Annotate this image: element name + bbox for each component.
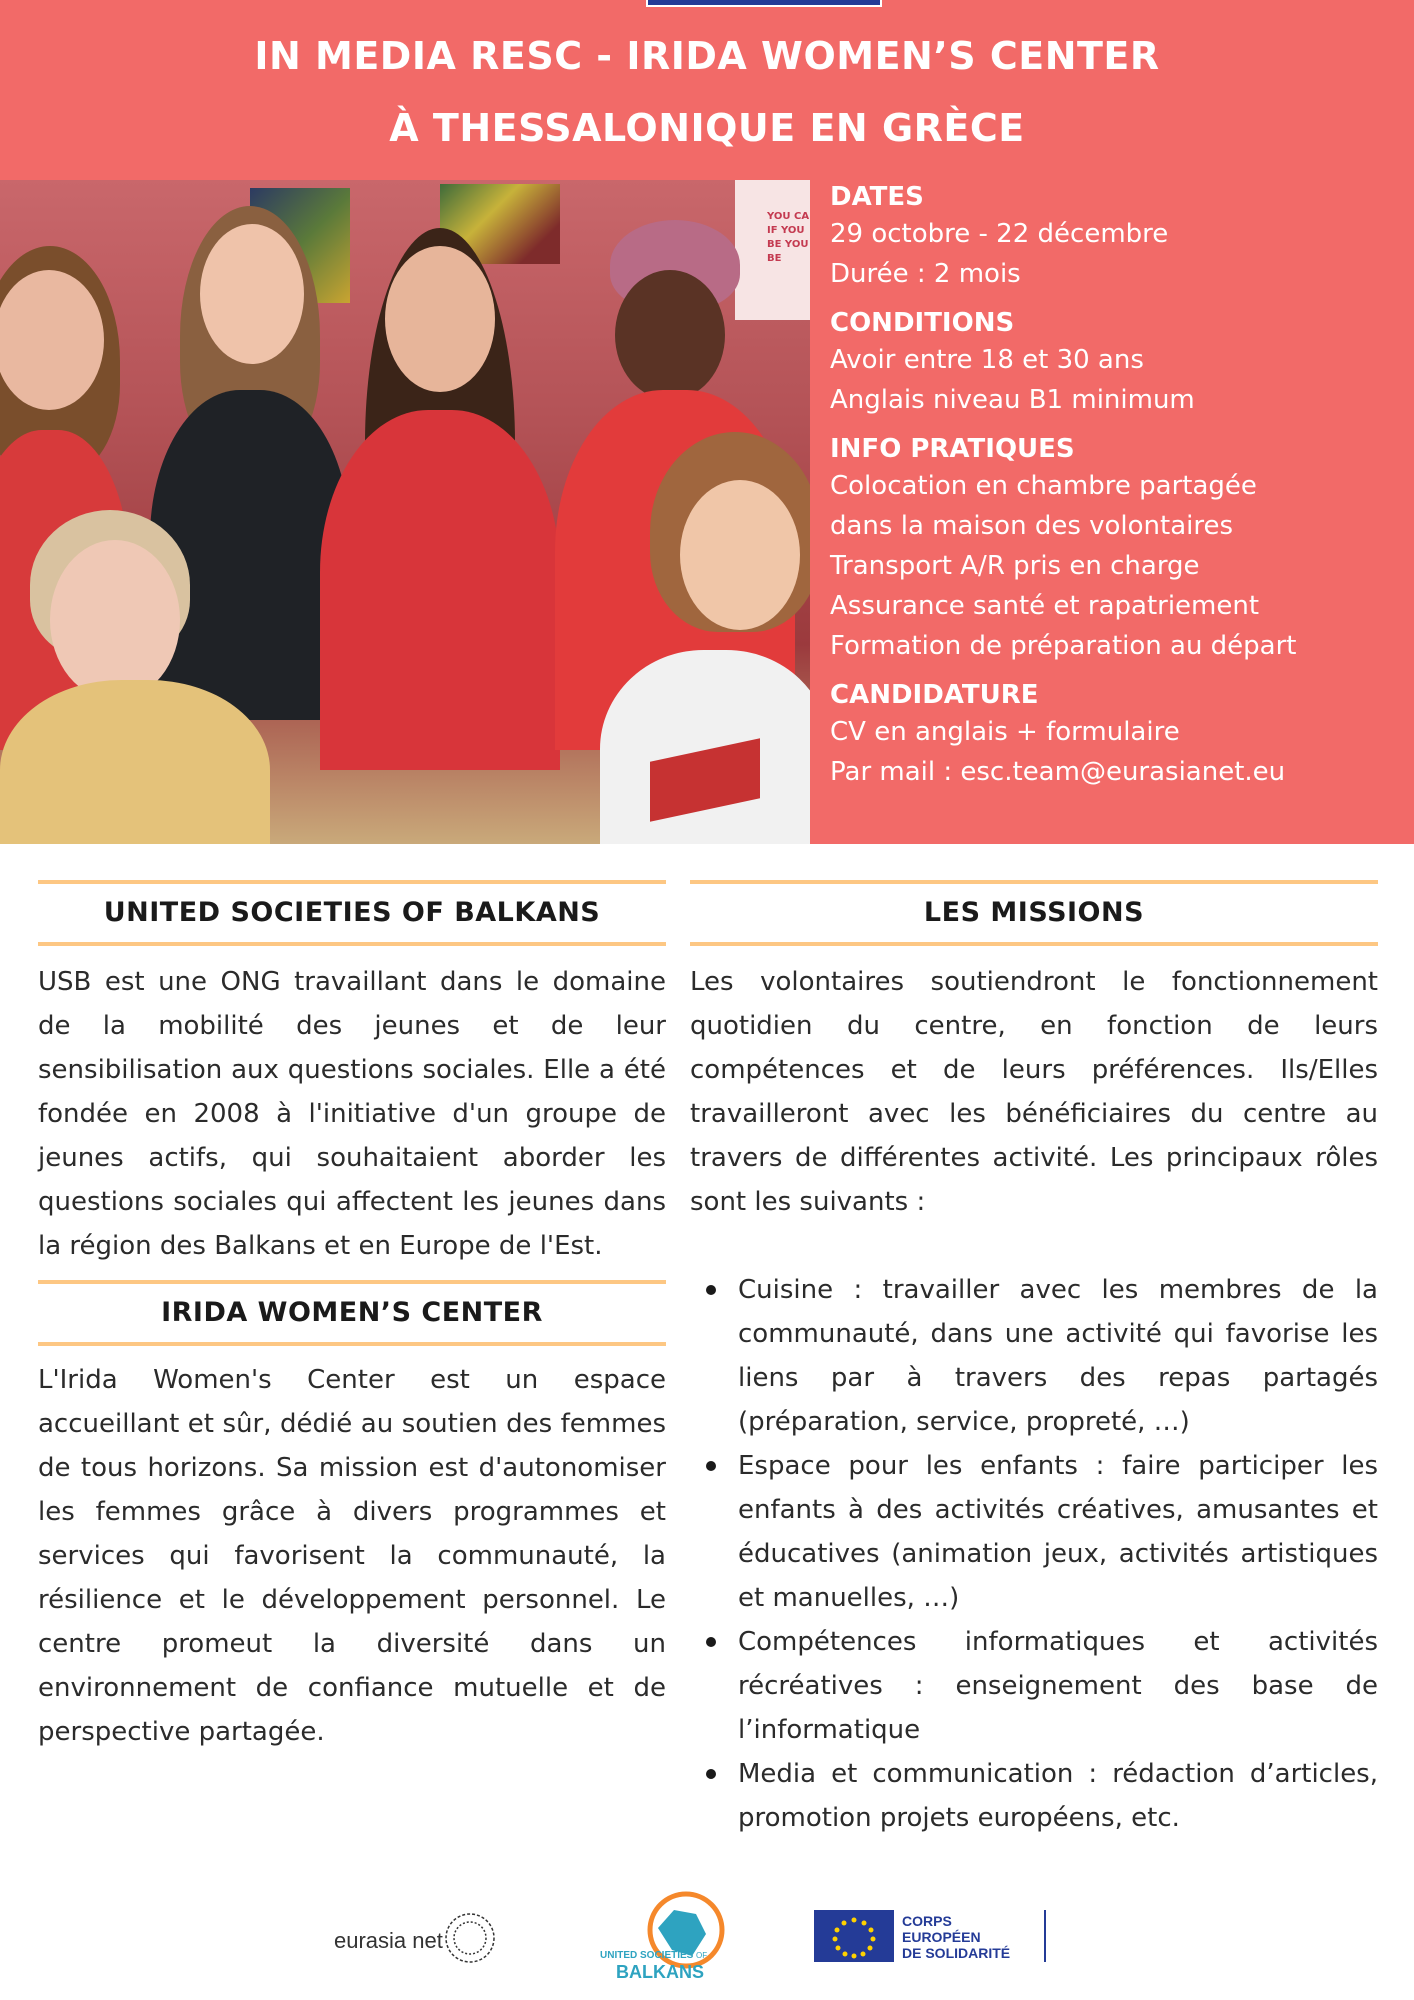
conditions-line: Avoir entre 18 et 30 ans — [830, 345, 1144, 375]
application-block — [830, 678, 1414, 792]
partner-logos — [0, 1890, 1414, 1990]
person-5-body — [0, 680, 270, 844]
mission-item-computing: Compétences informatiques et activités récréatives : enseignement des base de l’informatique — [690, 1620, 1378, 1752]
esc-logo-line3: DE SOLIDARITÉ — [902, 1945, 1011, 1961]
eurasia-net-logo-text: eurasia net — [334, 1928, 443, 1953]
mission-item-media: Media et communication : rédaction d’articles, promotion projets européens, etc. — [690, 1752, 1378, 1840]
duration-line: Durée : 2 mois — [830, 259, 1021, 289]
missions-list — [690, 1268, 1378, 1840]
usb-logo-line2: BALKANS — [616, 1962, 704, 1982]
usb-heading: UNITED SOCIETIES OF BALKANS — [38, 880, 666, 946]
person-3-body — [320, 410, 560, 770]
person-6-body — [600, 650, 810, 844]
application-heading: CANDIDATURE — [830, 680, 1039, 710]
european-solidarity-corps-logo — [814, 1906, 1054, 1966]
dates-block — [830, 180, 1414, 294]
conditions-line: Anglais niveau B1 minimum — [830, 385, 1195, 415]
usb-logo-line1: UNITED SOCIETIES — [600, 1950, 694, 1961]
header-banner — [0, 0, 1414, 180]
practical-info-heading: INFO PRATIQUES — [830, 434, 1075, 464]
practical-info-line: Assurance santé et rapatriement — [830, 591, 1260, 621]
practical-info-block — [830, 432, 1414, 666]
mission-item-cooking: Cuisine : travailler avec les membres de la communauté, dans une activité qui favorise les liens par à travers des repas partagés (préparation, service, propreté, …) — [690, 1268, 1378, 1444]
group-photo — [0, 180, 810, 844]
usb-description: USB est une ONG travaillant dans le domaine de la mobilité des jeunes et de leur sensibilisation aux questions sociales. Elle a été fondée en 2008 à l'initiative d'un groupe de jeunes actifs, qui souhaitaient aborder les questions sociales qui affectent les jeunes dans la région des Balkans et en Europe de l'Est. — [38, 967, 666, 1261]
irida-description: L'Irida Women's Center est un espace accueillant et sûr, dédié au soutien des femmes de tous horizons. Sa mission est d'autonomiser les femmes grâce à divers programmes et services qui favorisent la communauté, la résilience et le développement personnel. Le centre promeut la diversité dans un environnement de confiance mutuelle et de perspective partagée. — [38, 1365, 666, 1747]
practical-info-line: Formation de préparation au départ — [830, 631, 1297, 661]
application-line: CV en anglais + formulaire — [830, 717, 1180, 747]
dates-line: 29 octobre - 22 décembre — [830, 219, 1169, 249]
page-title-line2: À THESSALONIQUE EN GRÈCE — [389, 106, 1025, 150]
person-2-face — [200, 224, 304, 364]
eurasia-net-logo — [330, 1908, 500, 1968]
wall-sign — [735, 180, 810, 320]
person-5-face — [50, 540, 180, 700]
usb-logo-of: OF — [696, 1951, 708, 1960]
wall-sign-text: YOU CA IF YOU BE YOU BE — [767, 211, 810, 264]
person-3-face — [385, 246, 495, 392]
conditions-block — [830, 306, 1414, 420]
esc-logo-line1: CORPS — [902, 1913, 952, 1929]
right-column — [690, 880, 1378, 1840]
usb-logo — [596, 1890, 736, 1986]
person-6-face — [680, 480, 800, 630]
practical-info-line: Transport A/R pris en charge — [830, 551, 1200, 581]
missions-heading: LES MISSIONS — [690, 880, 1378, 946]
person-4-face — [615, 270, 725, 400]
top-logo-strip — [646, 0, 882, 7]
left-column — [38, 880, 666, 1754]
application-email[interactable]: Par mail : esc.team@eurasianet.eu — [830, 757, 1286, 787]
esc-logo-line2: EUROPÉEN — [902, 1929, 981, 1945]
missions-intro: Les volontaires soutiendront le fonctionnement quotidien du centre, en fonction de leurs compétences et de leurs préférences. Ils/Elles travailleront avec les bénéficiaires du centre au travers de différentes activité. Les principaux rôles sont les suivants : — [690, 967, 1378, 1217]
practical-info-line: dans la maison des volontaires — [830, 511, 1234, 541]
practical-info-line: Colocation en chambre partagée — [830, 471, 1257, 501]
conditions-heading: CONDITIONS — [830, 308, 1015, 338]
info-panel — [810, 180, 1414, 844]
page-title-line1: IN MEDIA RESC - IRIDA WOMEN’S CENTER — [254, 34, 1160, 78]
mission-item-children: Espace pour les enfants : faire participer les enfants à des activités créatives, amusantes et éducatives (animation jeux, activités artistiques et manuelles, …) — [690, 1444, 1378, 1620]
irida-heading: IRIDA WOMEN’S CENTER — [38, 1280, 666, 1346]
dates-heading: DATES — [830, 182, 924, 212]
